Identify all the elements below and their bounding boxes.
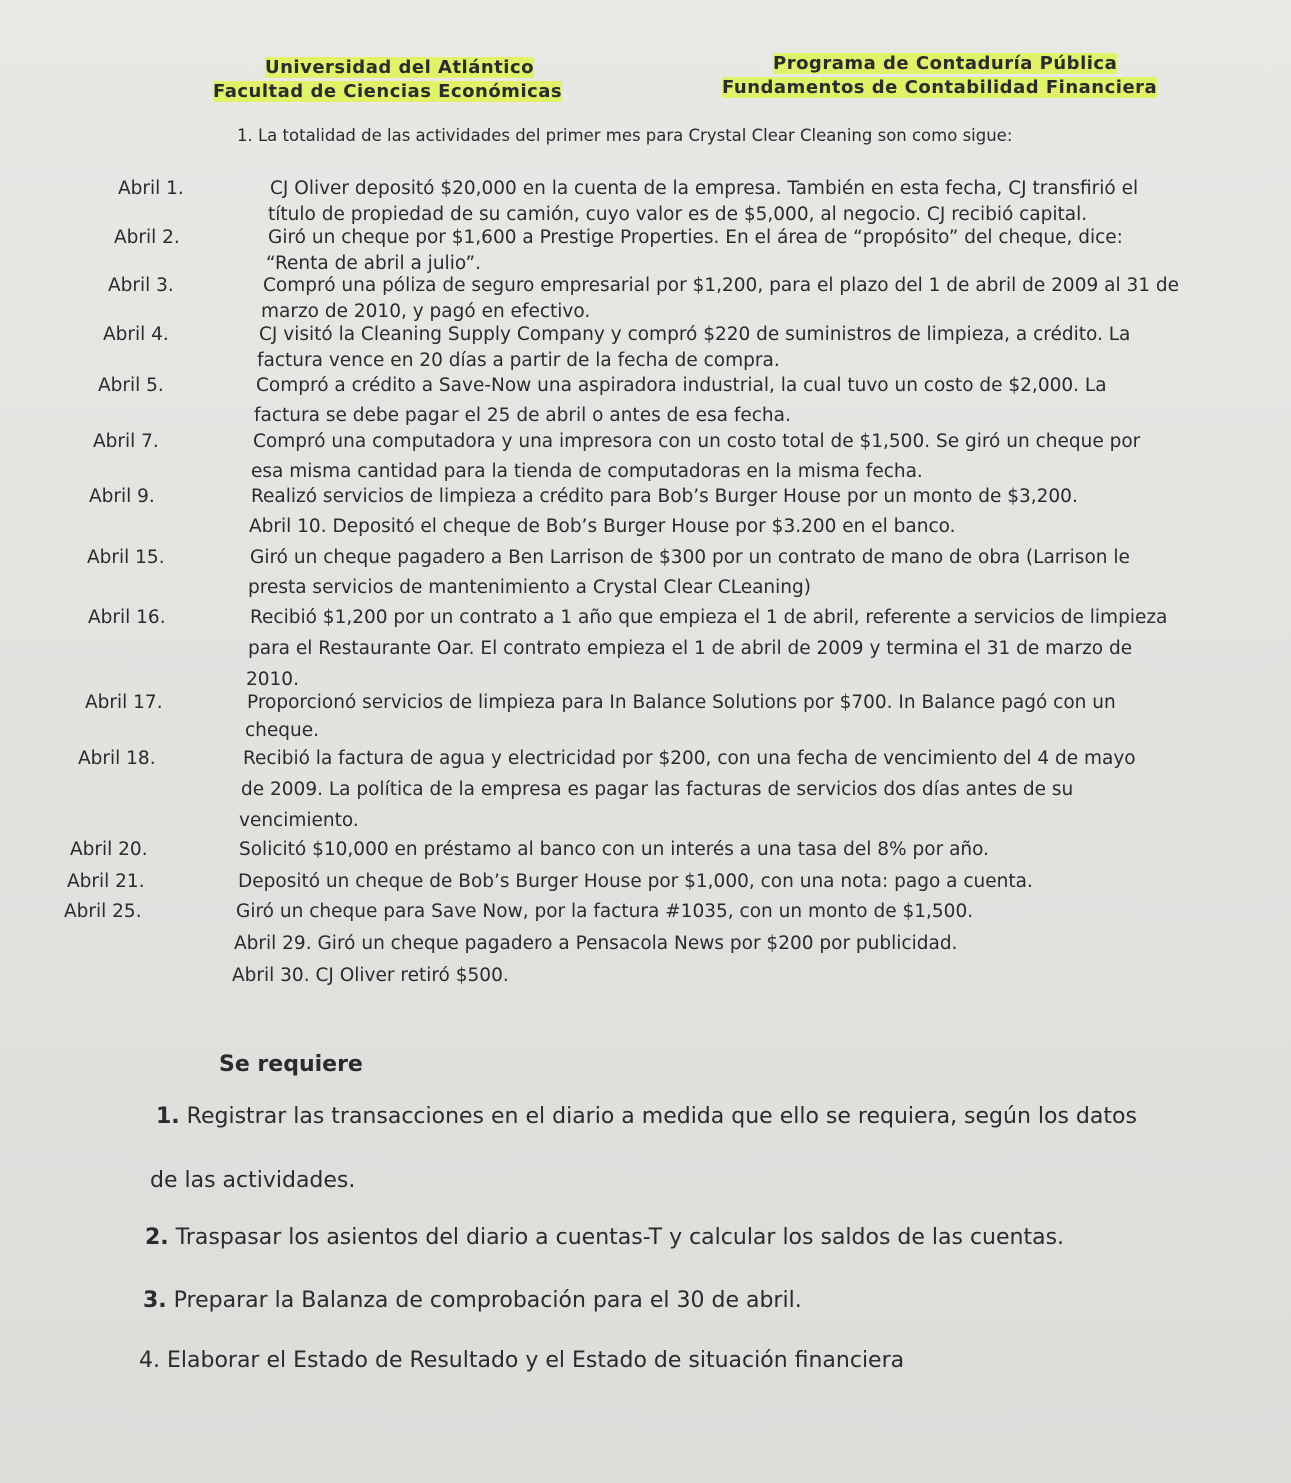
activity-description-line: para el Restaurante Oar. El contrato empieza el 1 de abril de 2009 y termina el 31 de marzo de [248, 638, 1133, 659]
activity-date: Abril 25. [64, 901, 142, 922]
activity-description-line: vencimiento. [239, 810, 359, 831]
university-name: Universidad del Atlántico [265, 57, 534, 78]
requirements-title: Se requiere [219, 1052, 363, 1077]
requirement-item [139, 1348, 904, 1373]
activity-description-line: Recibió $1,200 por un contrato a 1 año que empieza el 1 de abril, referente a servicios de limpieza [250, 607, 1168, 628]
requirement-number: 1. [156, 1104, 180, 1129]
activity-date: Abril 2. [114, 227, 180, 248]
activity-description-line: Giró un cheque por $1,600 a Prestige Properties. En el área de “propósito” del cheque, dice: [268, 227, 1123, 248]
intro-statement: 1. La totalidad de las actividades del primer mes para Crystal Clear Cleaning son como sigue: [237, 126, 1013, 145]
requirement-item [150, 1168, 355, 1193]
activity-description-line: de 2009. La política de la empresa es pagar las facturas de servicios dos días antes de su [241, 779, 1074, 800]
activity-description-line: Giró un cheque pagadero a Ben Larrison de $300 por un contrato de mano de obra (Larrison le [250, 547, 1130, 568]
requirement-text: Traspasar los asientos del diario a cuentas-T y calcular los saldos de las cuentas. [168, 1225, 1065, 1250]
activity-description-line: marzo de 2010, y pagó en efectivo. [261, 301, 591, 322]
activity-description-line: CJ visitó la Cleaning Supply Company y compró $220 de suministros de limpieza, a crédito. La [259, 324, 1131, 345]
activity-date: Abril 18. [78, 748, 156, 769]
requirement-text: Preparar la Balanza de comprobación para el 30 de abril. [166, 1288, 802, 1313]
activity-description-line: título de propiedad de su camión, cuyo valor es de $5,000, al negocio. CJ recibió capital. [268, 204, 1088, 225]
requirement-text: Registrar las transacciones en el diario a medida que ello se requiera, según los datos [179, 1104, 1137, 1129]
activity-date: Abril 17. [85, 692, 163, 713]
activity-description-line: factura se debe pagar el 25 de abril o antes de esa fecha. [254, 405, 791, 426]
activity-date: Abril 5. [98, 375, 164, 396]
activity-description-line: 2010. [246, 669, 299, 690]
requirement-item [143, 1288, 802, 1313]
activity-description-line: Depositó un cheque de Bob’s Burger House por $1,000, con una nota: pago a cuenta. [238, 871, 1033, 892]
activity-description-line: factura vence en 20 días a partir de la fecha de compra. [257, 350, 780, 371]
activity-date: Abril 9. [89, 486, 155, 507]
activity-description-line: CJ Oliver depositó $20,000 en la cuenta de la empresa. También en esta fecha, CJ transfirió el [270, 178, 1139, 199]
activity-description-line: Abril 10. Depositó el cheque de Bob’s Burger House por $3.200 en el banco. [249, 516, 956, 537]
activity-description-line: Abril 30. CJ Oliver retiró $500. [232, 965, 509, 986]
requirement-item [145, 1225, 1064, 1250]
activity-description-line: cheque. [245, 720, 320, 741]
course-name: Fundamentos de Contabilidad Financiera [722, 77, 1158, 98]
activity-date: Abril 21. [67, 871, 145, 892]
activity-date: Abril 15. [87, 547, 165, 568]
activity-description-line: presta servicios de mantenimiento a Crystal Clear CLeaning) [248, 577, 811, 598]
activity-date: Abril 3. [108, 275, 174, 296]
requirement-number: 2. [145, 1225, 169, 1250]
activity-date: Abril 16. [88, 607, 166, 628]
requirement-item [156, 1104, 1137, 1129]
activity-description-line: Realizó servicios de limpieza a crédito para Bob’s Burger House por un monto de $3,200. [251, 486, 1078, 507]
activity-date: Abril 1. [118, 178, 184, 199]
activity-description-line: Giró un cheque para Save Now, por la factura #1035, con un monto de $1,500. [236, 901, 974, 922]
activity-date: Abril 20. [70, 839, 148, 860]
program-name: Programa de Contaduría Pública [773, 53, 1118, 74]
requirement-text: 4. Elaborar el Estado de Resultado y el Estado de situación financiera [139, 1348, 905, 1373]
activity-description-line: Recibió la factura de agua y electricidad por $200, con una fecha de vencimiento del 4 de mayo [243, 748, 1136, 769]
activity-date: Abril 7. [93, 431, 159, 452]
activity-description-line: Solicitó $10,000 en préstamo al banco con un interés a una tasa del 8% por año. [239, 839, 989, 860]
activity-description-line: “Renta de abril a julio”. [266, 253, 481, 274]
activity-description-line: esa misma cantidad para la tienda de computadoras en la misma fecha. [251, 461, 923, 482]
activity-date: Abril 4. [103, 324, 169, 345]
activity-description-line: Proporcionó servicios de limpieza para In Balance Solutions por $700. In Balance pagó con un [247, 692, 1116, 713]
requirement-number: 3. [143, 1288, 167, 1313]
faculty-name: Facultad de Ciencias Económicas [213, 81, 563, 102]
activity-description-line: Compró a crédito a Save-Now una aspiradora industrial, la cual tuvo un costo de $2,000. La [256, 375, 1107, 396]
activity-description-line: Abril 29. Giró un cheque pagadero a Pensacola News por $200 por publicidad. [234, 933, 958, 954]
requirement-text: de las actividades. [150, 1168, 356, 1193]
activity-description-line: Compró una póliza de seguro empresarial por $1,200, para el plazo del 1 de abril de 2009 al 31 de [263, 275, 1180, 296]
activity-description-line: Compró una computadora y una impresora con un costo total de $1,500. Se giró un cheque por [253, 431, 1141, 452]
